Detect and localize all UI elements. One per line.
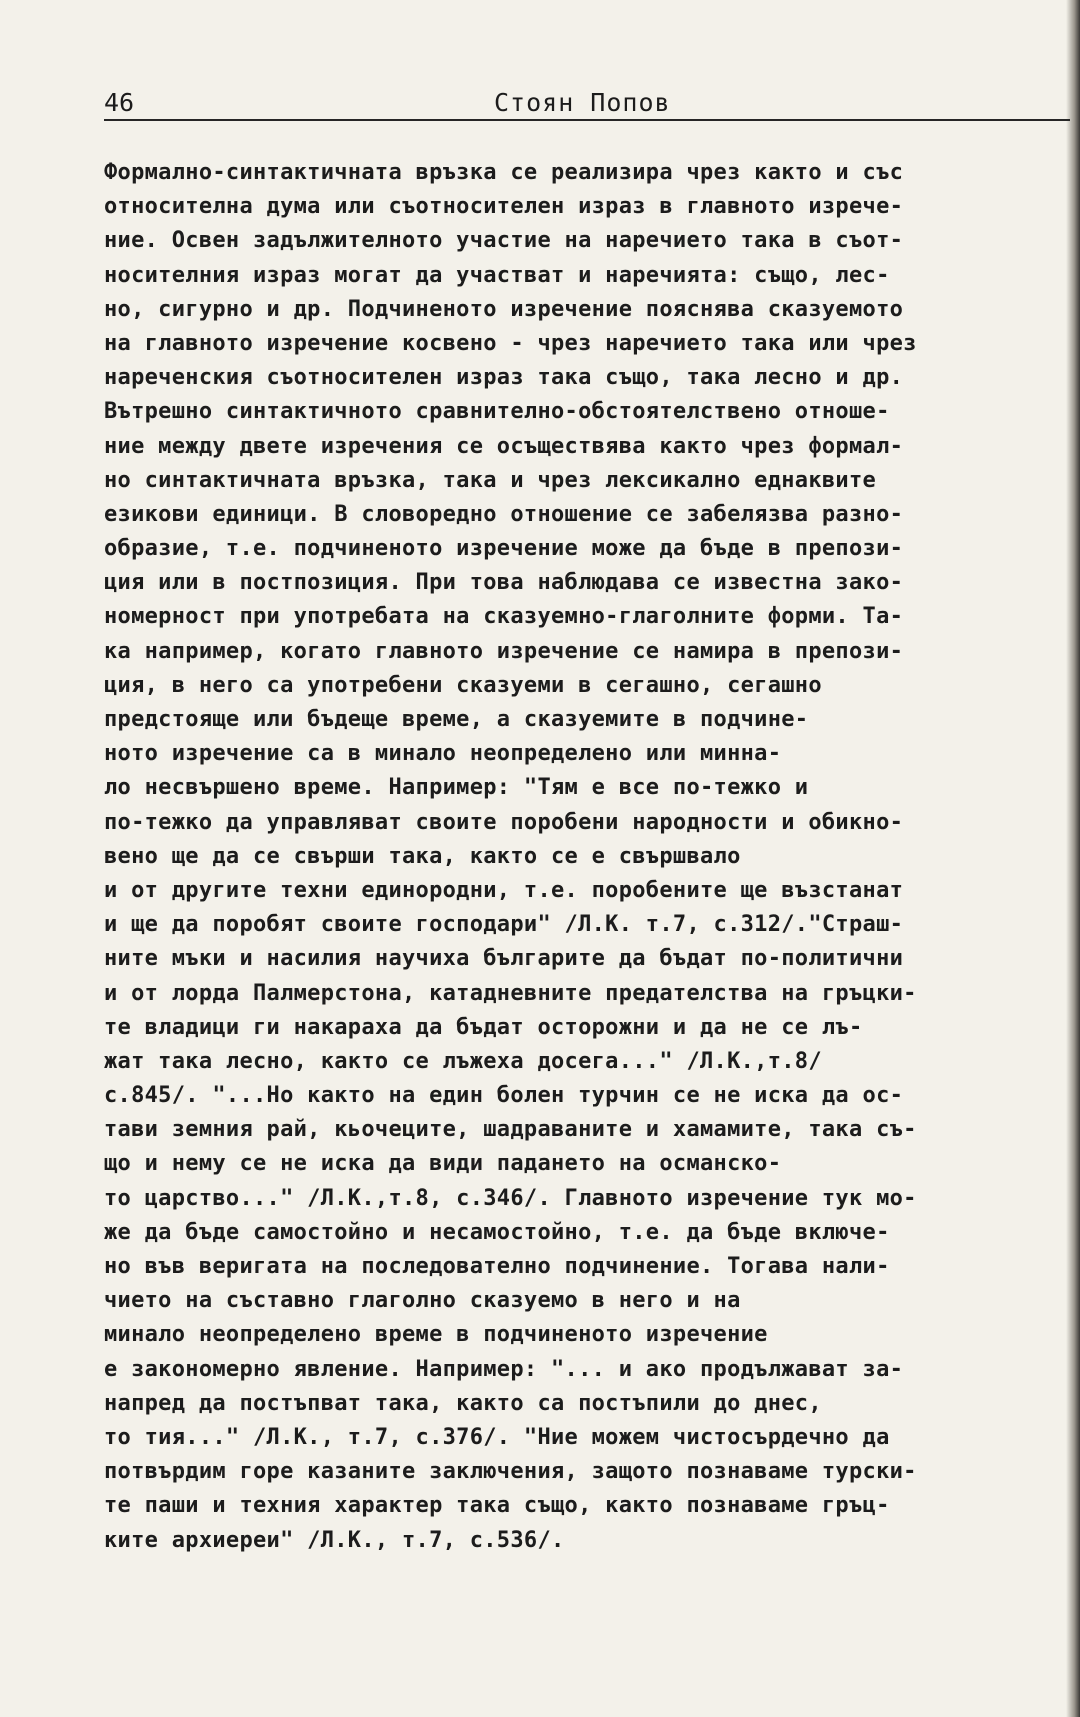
text-line: Формално-синтактичната връзка се реализира чрез както и със [104, 160, 904, 185]
text-line: Вътрешно синтактичното сравнително-обстоятелствено отноше- [104, 399, 890, 425]
text-line: напред да постъпват така, както са постъпили до днес, [104, 1390, 822, 1416]
text-line: и ще да поробят своите господари" /Л.К. т.7, с.312/."Страш- [104, 912, 904, 938]
text-line: те паши и техния характер така също, както познаваме гръц- [104, 1493, 890, 1519]
text-line: образие, т.е. подчиненото изречение може да бъде в препози- [104, 536, 904, 562]
text-line: то тия..." /Л.К., т.7, с.376/. "Ние можем чистосърдечно да [104, 1424, 890, 1450]
text-line: то царство..." /Л.К.,т.8, с.346/. Главното изречение тук мо- [104, 1185, 917, 1211]
text-line: ка например, когато главното изречение се намира в препози- [104, 638, 904, 664]
body-text [104, 156, 1066, 1558]
text-line: ло несвършено време. Например: "Тям е все по-тежко и [104, 775, 809, 801]
text-line: ция, в него са употребени сказуеми в сегашно, сегашно [104, 672, 822, 698]
text-line: ното изречение са в минало неопределено или минна- [104, 741, 782, 767]
text-line: же да бъде самостойно и несамостойно, т.е. да бъде включе- [104, 1219, 890, 1245]
running-title: Стоян Попов [494, 88, 671, 117]
text-line: но, сигурно и др. Подчиненото изречение пояснява сказуемото [104, 296, 904, 322]
text-line: вено ще да се свърши така, както се е свършвало [104, 843, 741, 869]
text-line: но синтактичната връзка, така и чрез лексикално еднаквите [104, 467, 877, 493]
text-line: относителна дума или съотносителен израз в главното изрече- [104, 194, 904, 220]
text-line: но във веригата на последователно подчинение. Тогава нали- [104, 1254, 890, 1279]
text-line: ция или в постпозиция. При това наблюдава се известна зако- [104, 570, 904, 596]
text-line: номерност при употребата на сказуемно-глаголните форми. Та- [104, 604, 904, 630]
text-line: те владици ги накараха да бъдат осторожни и да не се лъ- [104, 1014, 863, 1040]
text-line: и от лорда Палмерстона, катадневните предателства на гръцки- [104, 980, 917, 1006]
text-line: жат така лесно, както се лъжеха досега..." /Л.К.,т.8/ [104, 1048, 822, 1074]
text-line: що и нему се не иска да види падането на османско- [104, 1151, 782, 1177]
text-line: ние. Освен задължителното участие на наречието така в съот- [104, 228, 904, 254]
text-line: нареченския съотносителен израз така също, така лесно и др. [104, 365, 904, 391]
text-line: е закономерно явление. Например: "... и ако продължават за- [104, 1356, 904, 1382]
text-line: с.845/. "...Но както на един болен турчин се не иска да ос- [104, 1083, 904, 1109]
text-line: на главното изречение косвено - чрез наречието така или чрез [104, 330, 917, 356]
text-line: по-тежко да управляват своите поробени народности и обикно- [104, 809, 904, 835]
text-line: ките архиереи" /Л.К., т.7, с.536/. [104, 1527, 565, 1553]
text-line: предстояще или бъдеще време, а сказуемите в подчине- [104, 707, 809, 732]
text-line: езикови единици. В словоредно отношение се забелязва разно- [104, 501, 904, 527]
page-header [104, 88, 1070, 122]
header-rule [104, 119, 1070, 121]
text-line: потвърдим горе казаните заключения, защото познаваме турски- [104, 1459, 917, 1485]
text-line: тави земния рай, кьочеците, шадраваните и хамамите, така съ- [104, 1117, 917, 1143]
text-line: чието на съставно глаголно сказуемо в него и на [104, 1288, 741, 1314]
text-line: минало неопределено време в подчиненото изречение [104, 1322, 768, 1348]
book-spine-shadow [1066, 0, 1080, 1717]
text-line: и от другите техни единородни, т.е. поробените ще възстанат [104, 877, 904, 903]
page-number: 46 [104, 88, 135, 117]
text-line: ните мъки и насилия научиха българите да бъдат по-политични [104, 946, 904, 972]
text-line: ние между двете изречения се осъществява както чрез формал- [104, 433, 904, 459]
text-line: носителния израз могат да участват и наречията: също, лес- [104, 262, 890, 288]
